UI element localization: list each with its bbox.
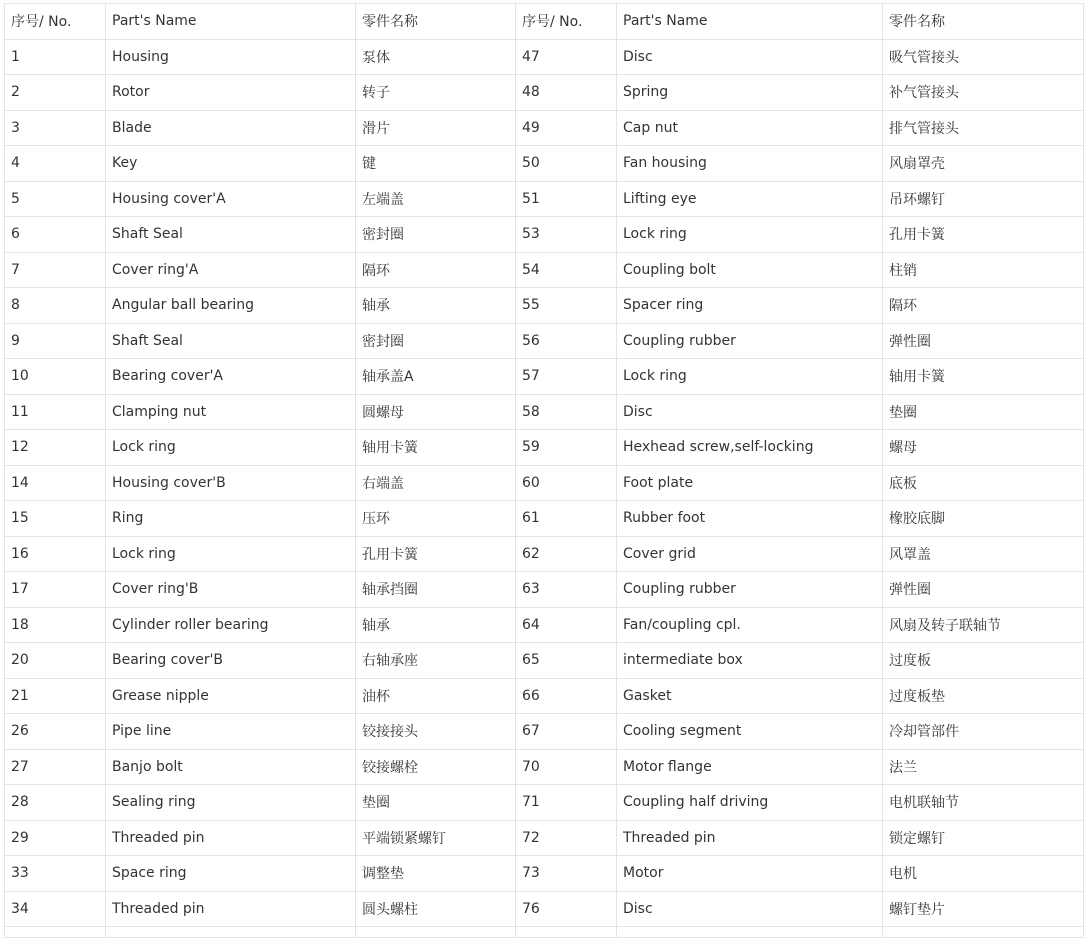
- cell-part-name-left: Cover ring'A: [106, 252, 356, 288]
- cell-part-name-zh-left: 铰接螺栓: [356, 749, 516, 785]
- cell-no-right: 60: [516, 465, 617, 501]
- cell-part-name-zh-left: 圆螺母: [356, 394, 516, 430]
- cell-part-name-zh-left: 轴承: [356, 607, 516, 643]
- cell-part-name-right: Rubber foot: [617, 501, 883, 537]
- cell-part-name-zh-left: 圆头螺柱: [356, 891, 516, 927]
- cell-no-right: 64: [516, 607, 617, 643]
- cell-part-name-right: Lock ring: [617, 217, 883, 253]
- cell-part-name-right: Threaded pin: [617, 820, 883, 856]
- cell-no-right: 49: [516, 110, 617, 146]
- parts-table: [4, 3, 1084, 938]
- cell-part-name-right: Foot plate: [617, 465, 883, 501]
- cell-no-left: 21: [5, 678, 106, 714]
- cell-part-name-right: intermediate box: [617, 643, 883, 679]
- cell-no-left: 3: [5, 110, 106, 146]
- table-row: [5, 891, 1084, 927]
- cell-no-right: 67: [516, 714, 617, 750]
- cell-no-right: 50: [516, 146, 617, 182]
- cell-part-name-zh-left: 孔用卡簧: [356, 536, 516, 572]
- cell-part-name-zh-right: 轴用卡簧: [883, 359, 1084, 395]
- cell-part-name-zh-left: 转子: [356, 75, 516, 111]
- empty-cell: [883, 927, 1084, 938]
- table-row-cutoff: [5, 927, 1084, 938]
- header-part-name-zh-left: 零件名称: [356, 4, 516, 40]
- cell-part-name-zh-right: 弹性圈: [883, 572, 1084, 608]
- cell-part-name-left: Threaded pin: [106, 891, 356, 927]
- table-row: [5, 714, 1084, 750]
- cell-part-name-left: Lock ring: [106, 536, 356, 572]
- cell-part-name-left: Angular ball bearing: [106, 288, 356, 324]
- table-row: [5, 146, 1084, 182]
- cell-part-name-zh-left: 油杯: [356, 678, 516, 714]
- cell-part-name-left: Sealing ring: [106, 785, 356, 821]
- cell-part-name-zh-right: 弹性圈: [883, 323, 1084, 359]
- cell-part-name-right: Cap nut: [617, 110, 883, 146]
- table-row: [5, 323, 1084, 359]
- cell-no-right: 59: [516, 430, 617, 466]
- cell-no-right: 71: [516, 785, 617, 821]
- cell-part-name-left: Pipe line: [106, 714, 356, 750]
- cell-part-name-zh-left: 平端锁紧螺钉: [356, 820, 516, 856]
- cell-part-name-zh-left: 轴承挡圈: [356, 572, 516, 608]
- cell-no-left: 11: [5, 394, 106, 430]
- cell-no-left: 18: [5, 607, 106, 643]
- cell-part-name-zh-left: 压环: [356, 501, 516, 537]
- cell-part-name-right: Lifting eye: [617, 181, 883, 217]
- cell-part-name-zh-left: 滑片: [356, 110, 516, 146]
- table-row: [5, 252, 1084, 288]
- cell-no-right: 48: [516, 75, 617, 111]
- cell-part-name-left: Grease nipple: [106, 678, 356, 714]
- cell-no-right: 56: [516, 323, 617, 359]
- cell-no-left: 29: [5, 820, 106, 856]
- cell-no-right: 58: [516, 394, 617, 430]
- cell-no-left: 12: [5, 430, 106, 466]
- cell-no-left: 4: [5, 146, 106, 182]
- cell-no-right: 70: [516, 749, 617, 785]
- header-row: [5, 4, 1084, 40]
- cell-part-name-left: Blade: [106, 110, 356, 146]
- cell-part-name-right: Motor flange: [617, 749, 883, 785]
- cell-part-name-zh-right: 柱销: [883, 252, 1084, 288]
- table-row: [5, 181, 1084, 217]
- cell-part-name-right: Coupling rubber: [617, 572, 883, 608]
- cell-part-name-zh-right: 法兰: [883, 749, 1084, 785]
- cell-part-name-zh-right: 隔环: [883, 288, 1084, 324]
- table-row: [5, 785, 1084, 821]
- cell-part-name-right: Motor: [617, 856, 883, 892]
- header-part-name-zh-right: 零件名称: [883, 4, 1084, 40]
- cell-no-right: 53: [516, 217, 617, 253]
- empty-cell: [617, 927, 883, 938]
- cell-no-left: 20: [5, 643, 106, 679]
- cell-no-left: 6: [5, 217, 106, 253]
- cell-part-name-zh-left: 轴承盖A: [356, 359, 516, 395]
- empty-cell: [5, 927, 106, 938]
- cell-no-left: 7: [5, 252, 106, 288]
- cell-part-name-right: Cover grid: [617, 536, 883, 572]
- cell-part-name-right: Cooling segment: [617, 714, 883, 750]
- cell-part-name-left: Rotor: [106, 75, 356, 111]
- cell-part-name-left: Clamping nut: [106, 394, 356, 430]
- cell-part-name-zh-left: 右轴承座: [356, 643, 516, 679]
- cell-no-left: 1: [5, 39, 106, 75]
- cell-part-name-zh-right: 风扇及转子联轴节: [883, 607, 1084, 643]
- cell-part-name-zh-left: 密封圈: [356, 323, 516, 359]
- cell-part-name-zh-left: 左端盖: [356, 181, 516, 217]
- cell-part-name-zh-left: 右端盖: [356, 465, 516, 501]
- cell-part-name-right: Disc: [617, 394, 883, 430]
- table-row: [5, 75, 1084, 111]
- table-row: [5, 536, 1084, 572]
- empty-cell: [106, 927, 356, 938]
- cell-part-name-zh-left: 调整垫: [356, 856, 516, 892]
- cell-no-left: 5: [5, 181, 106, 217]
- cell-part-name-left: Housing: [106, 39, 356, 75]
- empty-cell: [516, 927, 617, 938]
- cell-part-name-left: Lock ring: [106, 430, 356, 466]
- cell-part-name-zh-right: 冷却管部件: [883, 714, 1084, 750]
- cell-no-right: 63: [516, 572, 617, 608]
- table-row: [5, 39, 1084, 75]
- cell-part-name-zh-right: 橡胶底脚: [883, 501, 1084, 537]
- cell-no-right: 73: [516, 856, 617, 892]
- cell-part-name-zh-right: 过度板垫: [883, 678, 1084, 714]
- table-row: [5, 359, 1084, 395]
- table-body: [5, 39, 1084, 938]
- cell-part-name-zh-left: 泵体: [356, 39, 516, 75]
- cell-no-left: 8: [5, 288, 106, 324]
- cell-no-right: 62: [516, 536, 617, 572]
- table-header: [5, 4, 1084, 40]
- cell-no-left: 14: [5, 465, 106, 501]
- cell-part-name-zh-right: 风罩盖: [883, 536, 1084, 572]
- cell-part-name-zh-right: 螺母: [883, 430, 1084, 466]
- table-row: [5, 465, 1084, 501]
- cell-part-name-zh-left: 轴用卡簧: [356, 430, 516, 466]
- cell-part-name-right: Disc: [617, 39, 883, 75]
- cell-part-name-zh-right: 孔用卡簧: [883, 217, 1084, 253]
- cell-part-name-left: Threaded pin: [106, 820, 356, 856]
- header-part-name-left: Part's Name: [106, 4, 356, 40]
- cell-no-left: 16: [5, 536, 106, 572]
- empty-cell: [356, 927, 516, 938]
- cell-part-name-left: Space ring: [106, 856, 356, 892]
- cell-part-name-right: Spring: [617, 75, 883, 111]
- cell-no-left: 27: [5, 749, 106, 785]
- table-row: [5, 430, 1084, 466]
- table-row: [5, 217, 1084, 253]
- cell-no-right: 72: [516, 820, 617, 856]
- cell-part-name-zh-right: 电机联轴节: [883, 785, 1084, 821]
- cell-part-name-zh-left: 键: [356, 146, 516, 182]
- cell-part-name-right: Coupling half driving: [617, 785, 883, 821]
- cell-part-name-left: Banjo bolt: [106, 749, 356, 785]
- cell-part-name-left: Bearing cover'B: [106, 643, 356, 679]
- cell-part-name-zh-left: 隔环: [356, 252, 516, 288]
- cell-part-name-right: Lock ring: [617, 359, 883, 395]
- table-row: [5, 678, 1084, 714]
- cell-part-name-left: Cover ring'B: [106, 572, 356, 608]
- cell-no-right: 66: [516, 678, 617, 714]
- cell-part-name-zh-left: 垫圈: [356, 785, 516, 821]
- cell-no-right: 55: [516, 288, 617, 324]
- cell-no-right: 61: [516, 501, 617, 537]
- cell-part-name-zh-right: 螺钉垫片: [883, 891, 1084, 927]
- table-row: [5, 643, 1084, 679]
- table-row: [5, 110, 1084, 146]
- cell-part-name-left: Housing cover'A: [106, 181, 356, 217]
- header-no-right: 序号/ No.: [516, 4, 617, 40]
- header-no-left: 序号/ No.: [5, 4, 106, 40]
- cell-part-name-left: Cylinder roller bearing: [106, 607, 356, 643]
- cell-part-name-left: Shaft Seal: [106, 323, 356, 359]
- table-row: [5, 820, 1084, 856]
- cell-part-name-zh-right: 垫圈: [883, 394, 1084, 430]
- cell-no-left: 9: [5, 323, 106, 359]
- cell-part-name-zh-left: 轴承: [356, 288, 516, 324]
- table-row: [5, 607, 1084, 643]
- table-row: [5, 749, 1084, 785]
- cell-no-left: 34: [5, 891, 106, 927]
- cell-part-name-right: Spacer ring: [617, 288, 883, 324]
- cell-part-name-zh-right: 锁定螺钉: [883, 820, 1084, 856]
- table-row: [5, 394, 1084, 430]
- cell-no-right: 57: [516, 359, 617, 395]
- cell-part-name-left: Key: [106, 146, 356, 182]
- header-part-name-right: Part's Name: [617, 4, 883, 40]
- cell-part-name-right: Gasket: [617, 678, 883, 714]
- table-row: [5, 572, 1084, 608]
- cell-part-name-left: Shaft Seal: [106, 217, 356, 253]
- cell-no-left: 28: [5, 785, 106, 821]
- cell-no-left: 15: [5, 501, 106, 537]
- cell-part-name-right: Hexhead screw,self-locking: [617, 430, 883, 466]
- cell-no-right: 65: [516, 643, 617, 679]
- cell-no-left: 10: [5, 359, 106, 395]
- cell-part-name-left: Ring: [106, 501, 356, 537]
- cell-part-name-left: Bearing cover'A: [106, 359, 356, 395]
- cell-part-name-zh-right: 补气管接头: [883, 75, 1084, 111]
- cell-no-right: 47: [516, 39, 617, 75]
- cell-no-right: 54: [516, 252, 617, 288]
- cell-no-left: 17: [5, 572, 106, 608]
- cell-part-name-right: Fan housing: [617, 146, 883, 182]
- cell-no-left: 33: [5, 856, 106, 892]
- cell-part-name-left: Housing cover'B: [106, 465, 356, 501]
- cell-part-name-right: Coupling rubber: [617, 323, 883, 359]
- cell-part-name-zh-right: 吊环螺钉: [883, 181, 1084, 217]
- cell-part-name-zh-right: 排气管接头: [883, 110, 1084, 146]
- cell-part-name-zh-right: 过度板: [883, 643, 1084, 679]
- cell-no-left: 2: [5, 75, 106, 111]
- table-row: [5, 856, 1084, 892]
- cell-part-name-zh-right: 风扇罩壳: [883, 146, 1084, 182]
- cell-part-name-zh-right: 底板: [883, 465, 1084, 501]
- cell-part-name-zh-left: 密封圈: [356, 217, 516, 253]
- cell-no-right: 76: [516, 891, 617, 927]
- cell-no-left: 26: [5, 714, 106, 750]
- cell-part-name-zh-right: 吸气管接头: [883, 39, 1084, 75]
- cell-part-name-right: Fan/coupling cpl.: [617, 607, 883, 643]
- cell-part-name-zh-right: 电机: [883, 856, 1084, 892]
- table-row: [5, 501, 1084, 537]
- cell-part-name-zh-left: 铰接接头: [356, 714, 516, 750]
- cell-part-name-right: Disc: [617, 891, 883, 927]
- cell-part-name-right: Coupling bolt: [617, 252, 883, 288]
- table-row: [5, 288, 1084, 324]
- cell-no-right: 51: [516, 181, 617, 217]
